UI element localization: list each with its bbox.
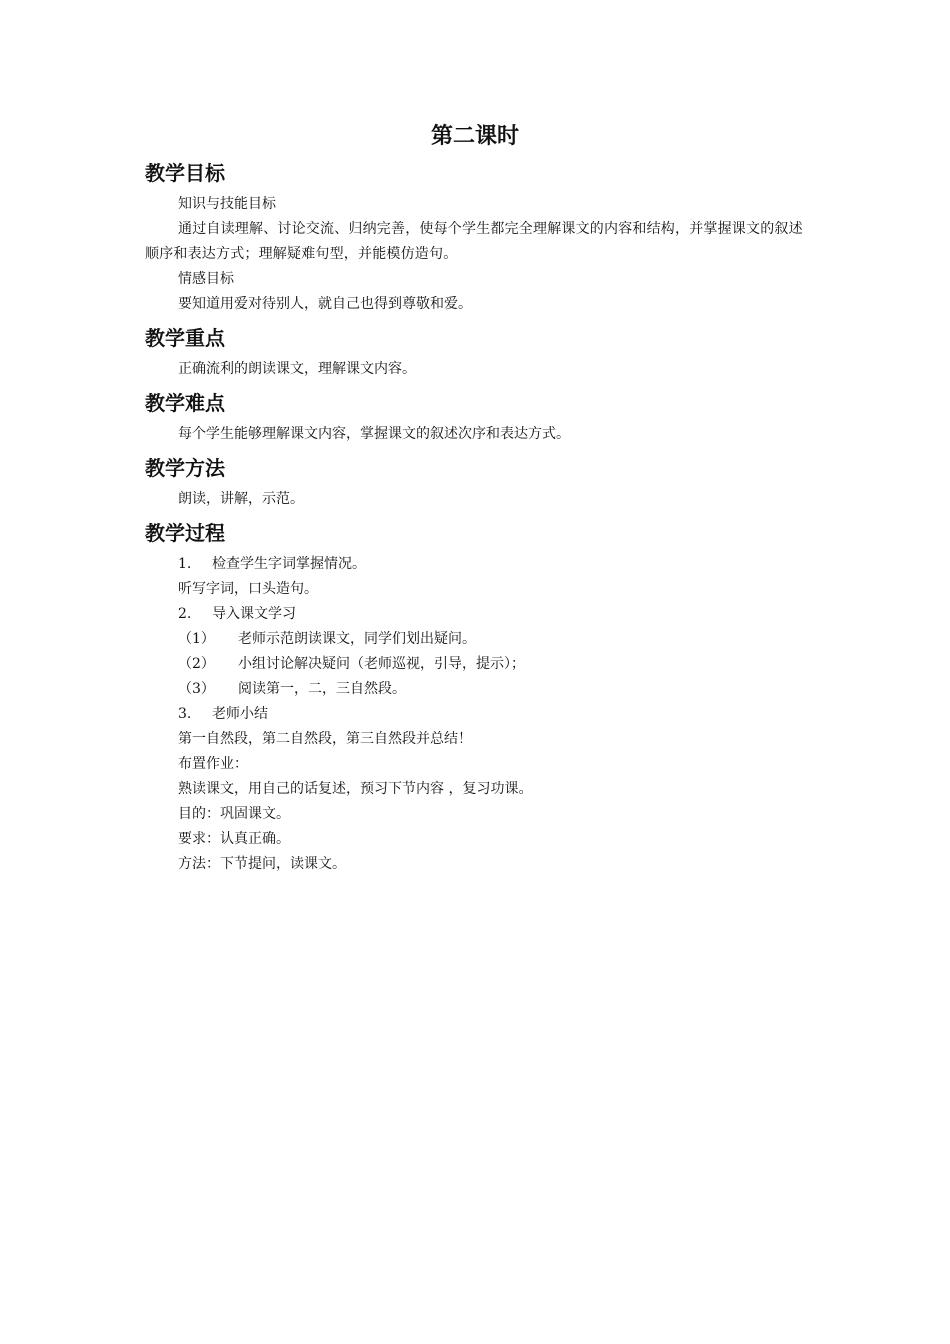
focus-text: 正确流利的朗读课文，理解课文内容。 [178, 361, 416, 377]
homework-label: 布置作业： [178, 756, 248, 772]
knowledge-goal-label: 知识与技能目标 [178, 196, 276, 212]
homework-requirement: 要求：认真正确。 [178, 831, 290, 847]
section-heading-method: 教学方法 [145, 456, 225, 480]
step-number: 3. [178, 706, 192, 722]
section-heading-process: 教学过程 [145, 521, 225, 545]
emotion-goal-label: 情感目标 [178, 271, 234, 287]
process-substep-3 [145, 677, 815, 702]
page-title: 第二课时 [430, 124, 519, 149]
step-text: 检查学生字词掌握情况。 [212, 556, 366, 572]
section-heading-difficulty: 教学难点 [145, 391, 225, 415]
process-summary: 第一自然段，第二自然段，第三自然段并总结！ [178, 731, 472, 747]
difficulty-text: 每个学生能够理解课文内容，掌握课文的叙述次序和表达方式。 [178, 426, 570, 442]
step-number: 2. [178, 606, 192, 622]
homework-approach: 方法：下节提问，读课文。 [178, 856, 346, 872]
substep-text: 老师示范朗读课文，同学们划出疑问。 [238, 631, 476, 647]
homework-purpose: 目的：巩固课文。 [178, 806, 290, 822]
emotion-goal-text: 要知道用爱对待别人，就自己也得到尊敬和爱。 [178, 296, 472, 312]
substep-number: （2） [178, 656, 215, 672]
document-body [145, 158, 815, 877]
process-step-2 [145, 602, 815, 627]
section-heading-goals: 教学目标 [145, 161, 225, 185]
process-step-3 [145, 702, 815, 727]
section-heading-focus: 教学重点 [145, 326, 225, 350]
step-number: 1. [178, 556, 192, 572]
homework-text: 熟读课文，用自己的话复述，预习下节内容 ，复习功课。 [178, 781, 533, 797]
method-text: 朗读，讲解，示范。 [178, 491, 304, 507]
substep-number: （3） [178, 681, 215, 697]
process-substep-1 [145, 627, 815, 652]
substep-text: 阅读第一，二，三自然段。 [238, 681, 406, 697]
process-step-1 [145, 552, 815, 577]
knowledge-goal-text: 通过自读理解、讨论交流、归纳完善，使每个学生都完全理解课文的内容和结构，并掌握课文的叙述顺序和表达方式；理解疑难句型，并能模仿造句。 [145, 221, 803, 262]
step-text: 老师小结 [212, 706, 268, 722]
substep-number: （1） [178, 631, 215, 647]
process-substep-2 [145, 652, 815, 677]
step-text: 导入课文学习 [212, 606, 296, 622]
process-step-1-detail: 听写字词，口头造句。 [178, 581, 318, 597]
substep-text: 小组讨论解决疑问（老师巡视，引导，提示）； [238, 656, 525, 672]
